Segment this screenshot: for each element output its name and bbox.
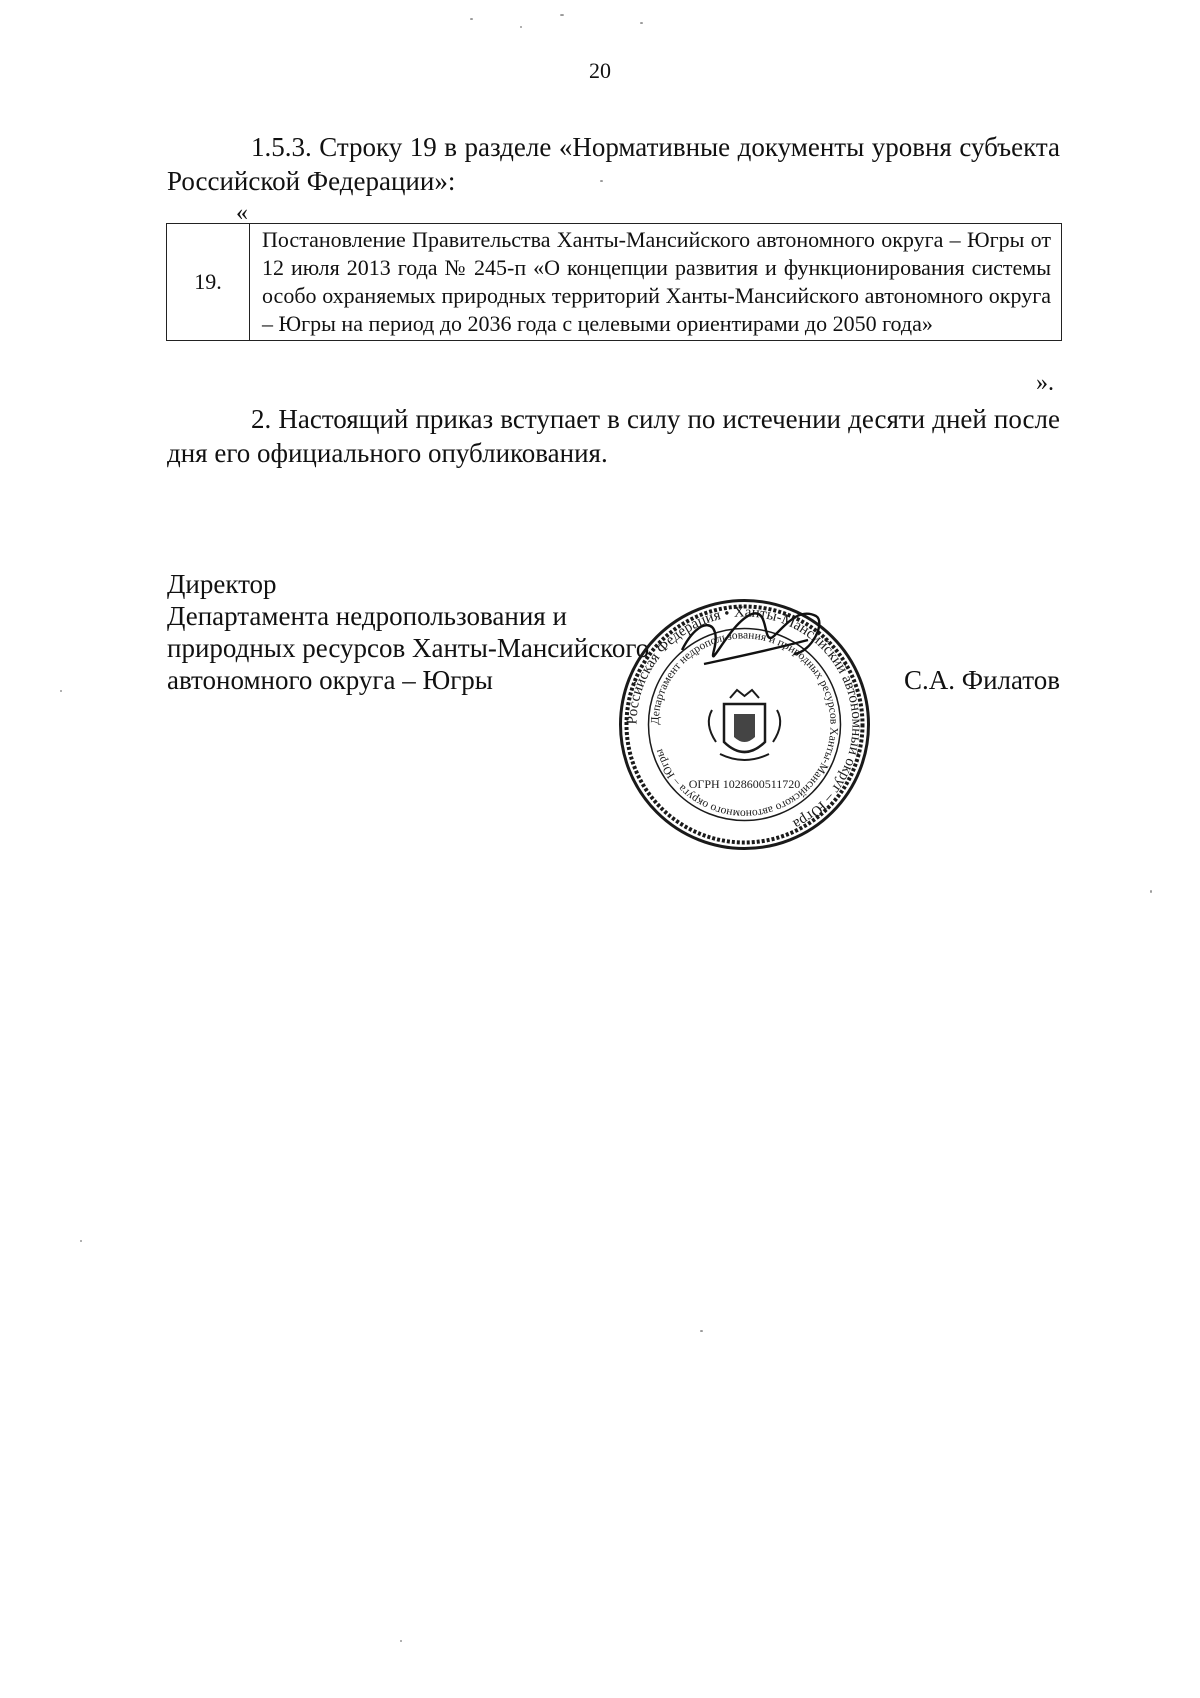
row-text-cell: Постановление Правительства Ханты-Мансийского автономного округа – Югры от 12 июля 2013 года № 245-п «О концепции развития и функционирования системы особо охраняемых природных территорий Ханты-Мансийского автономного округа – Югры на период до 2036 года с целевыми ориентирами до 2050 года» [250, 224, 1062, 341]
opening-quote: « [236, 200, 248, 226]
scan-speck [700, 1330, 703, 1332]
inserted-row-table [166, 223, 1062, 341]
signatory-name: С.А. Филатов [904, 665, 1060, 695]
scan-speck [640, 22, 643, 24]
signatory-title-line: Директор [167, 569, 277, 599]
paragraph-2-text: 2. Настоящий приказ вступает в силу по истечении десяти дней после дня его официального опубликования. [167, 404, 1060, 468]
scan-speck [560, 14, 564, 16]
row-number-cell: 19. [167, 224, 250, 341]
table-row [167, 224, 1062, 341]
scan-speck [600, 180, 603, 182]
scan-speck [470, 18, 473, 20]
scan-speck [60, 690, 62, 692]
scan-speck [1150, 890, 1152, 893]
seal-outer-text: Российская Федерация • Ханты-Мансийский автономный округ – Югра [624, 604, 865, 833]
paragraph-2 [167, 402, 1060, 470]
page-number: 20 [589, 58, 611, 83]
signatory-title-line: Департамента недропользования и [167, 601, 567, 631]
seal-ogrn: ОГРН 1028600511720 [688, 777, 801, 791]
signatory-title-line: автономного округа – Югры [167, 665, 493, 695]
seal-inner-text: Департамент недропользования и природных ресурсов Ханты-Мансийского автономного округа – Югры [649, 629, 840, 820]
scan-speck [80, 1240, 82, 1242]
official-seal [612, 592, 877, 857]
coat-of-arms-icon [709, 690, 780, 760]
section-heading-paragraph [167, 130, 1060, 198]
signatory-title [167, 568, 649, 696]
closing-quote: ». [1036, 370, 1054, 396]
scan-speck [520, 26, 522, 28]
signatory-title-line: природных ресурсов Ханты-Мансийского [167, 633, 650, 663]
scan-speck [400, 1640, 402, 1642]
section-heading-text: 1.5.3. Строку 19 в разделе «Нормативные документы уровня субъекта Российской Федерации»: [167, 132, 1060, 196]
